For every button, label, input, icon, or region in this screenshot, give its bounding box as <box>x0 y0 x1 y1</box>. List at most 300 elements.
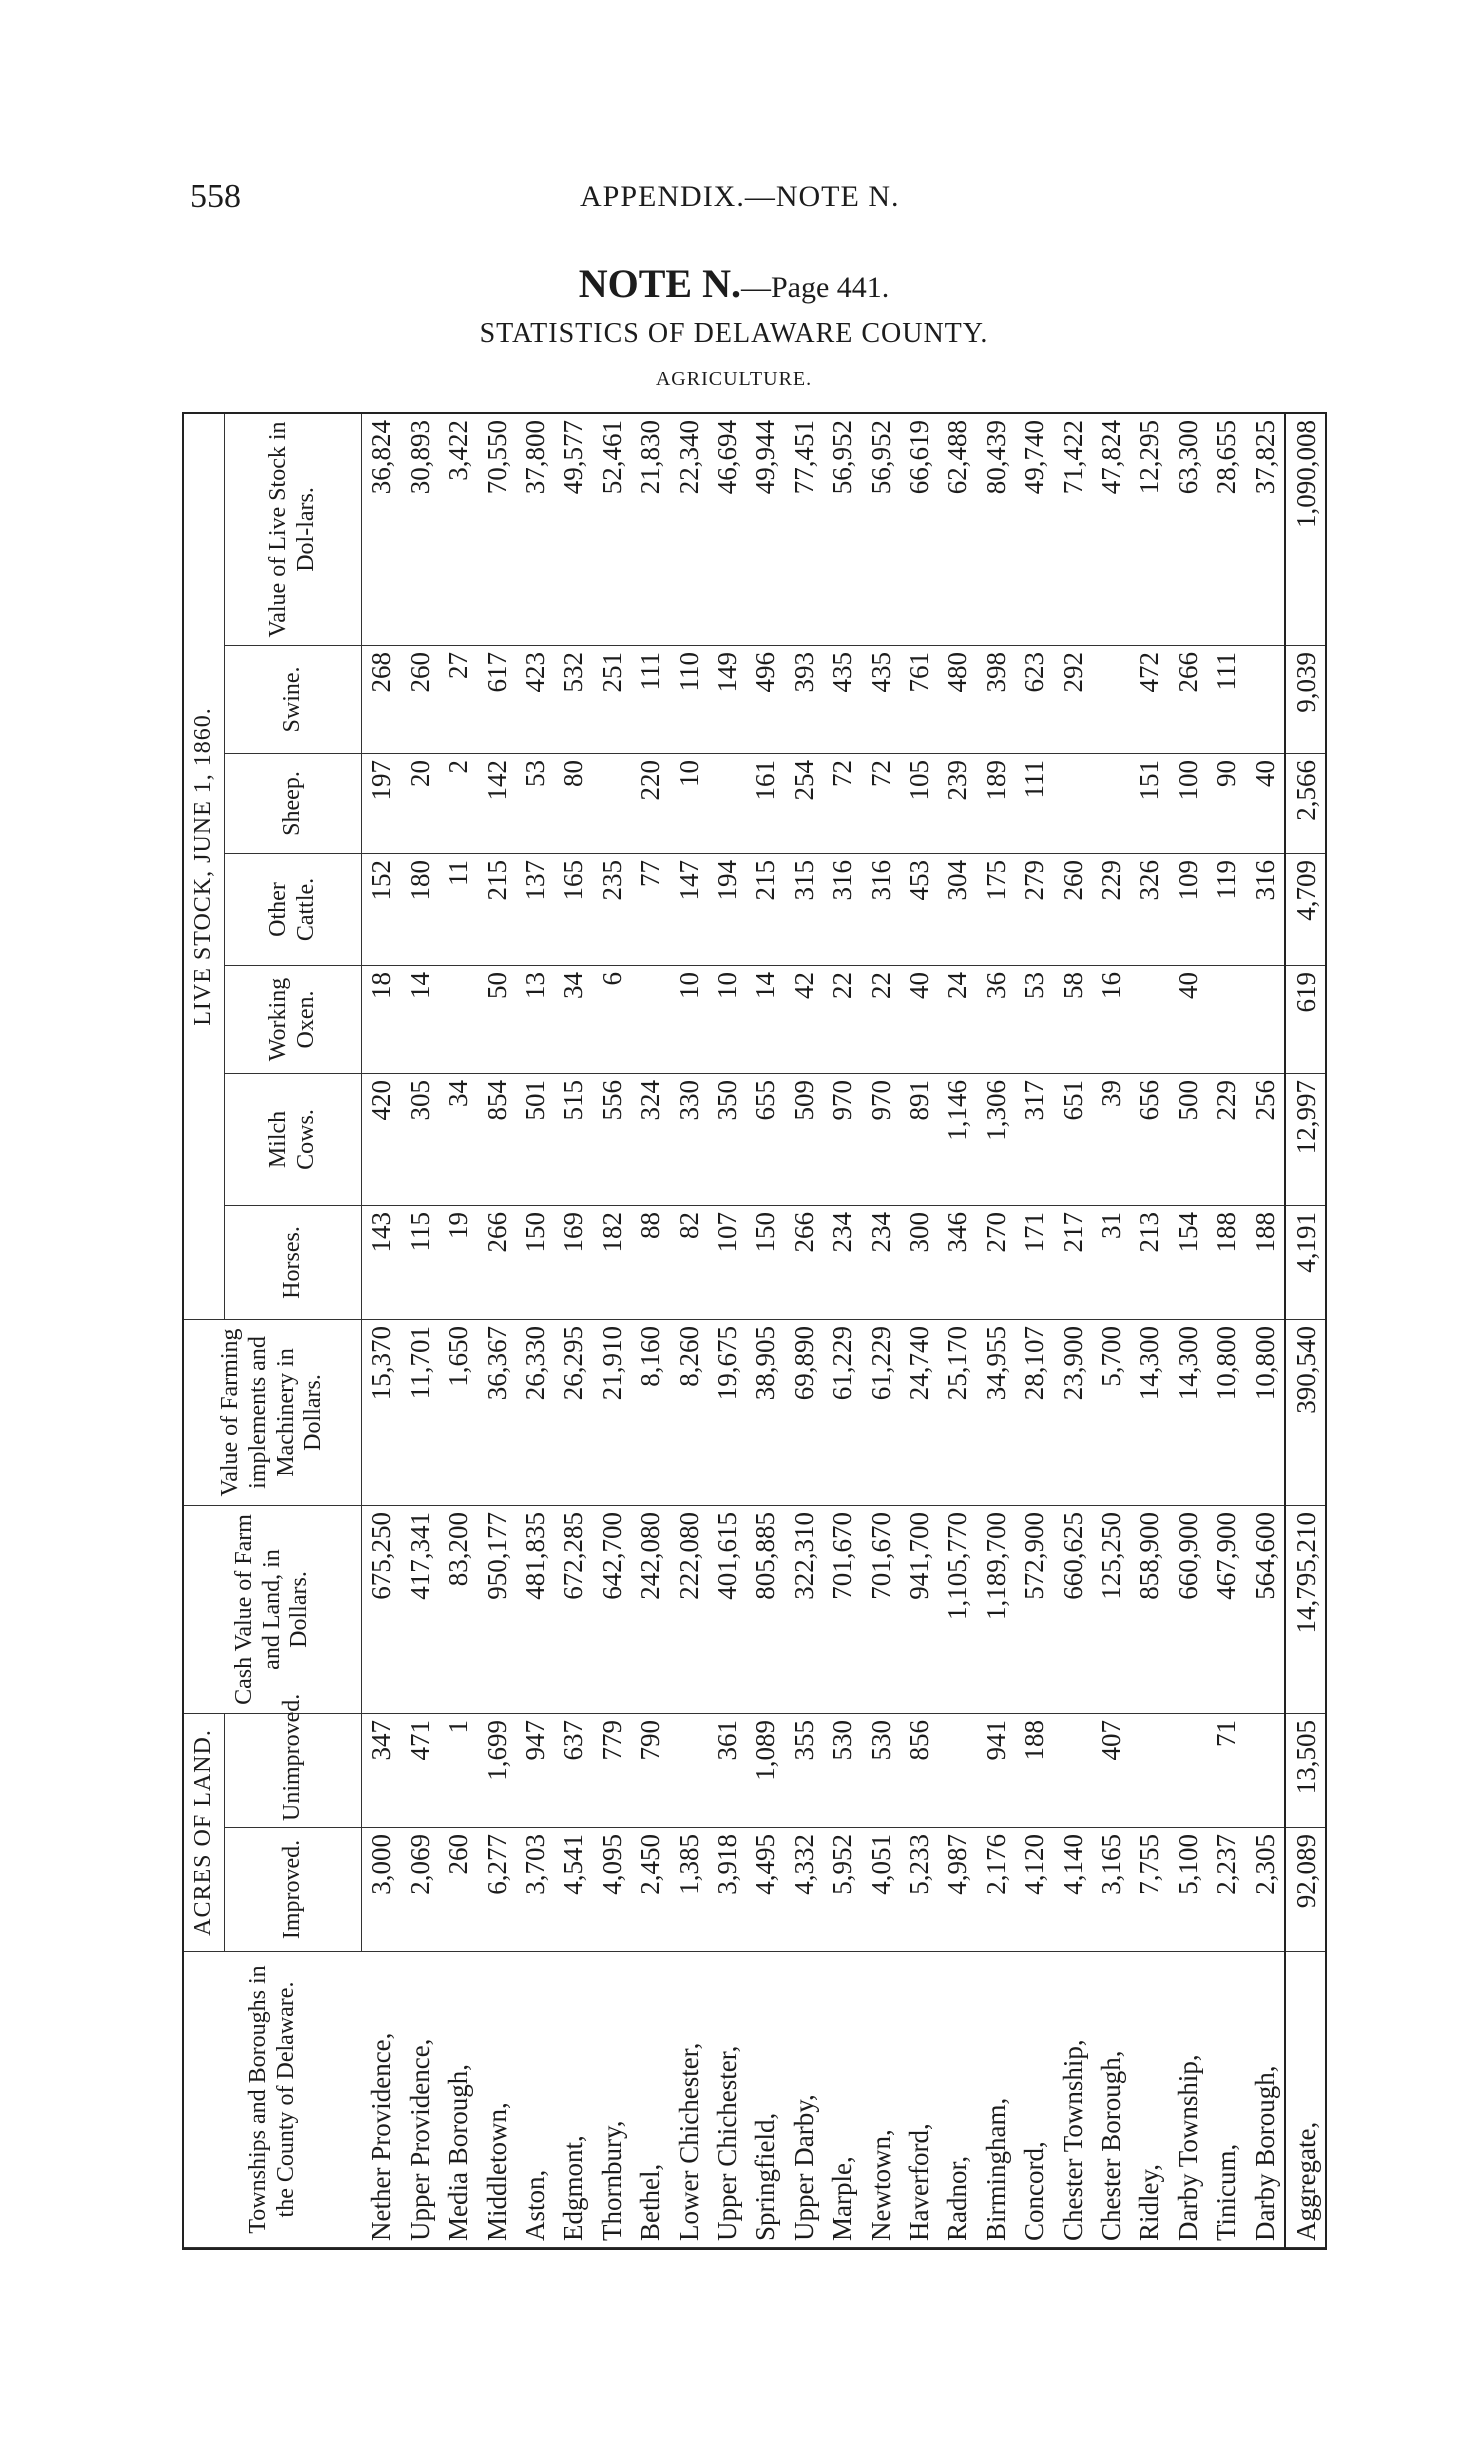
table-cell: 2 <box>439 753 477 853</box>
table-cell: 304 <box>938 853 976 965</box>
table-cell: 23,900 <box>1053 1319 1091 1505</box>
table-cell: 5,100 <box>1169 1828 1207 1952</box>
table-cell: 330 <box>669 1073 707 1205</box>
township-name: Aston, <box>516 1952 554 2248</box>
table-cell: 6,277 <box>477 1828 515 1952</box>
table-cell: 38,905 <box>746 1319 784 1505</box>
table-cell: 3,422 <box>439 413 477 645</box>
table-cell: 970 <box>861 1073 899 1205</box>
table-cell: 322,310 <box>785 1505 823 1713</box>
table-cell: 2,237 <box>1207 1828 1245 1952</box>
table-cell: 188 <box>1207 1205 1245 1319</box>
table-cell: 1,189,700 <box>977 1505 1015 1713</box>
statistics-title: STATISTICS OF DELAWARE COUNTY. <box>479 318 989 349</box>
table-cell: 4,051 <box>861 1828 899 1952</box>
table-cell: 72 <box>861 753 899 853</box>
note-title <box>0 260 1468 307</box>
table-cell: 1,306 <box>977 1073 1015 1205</box>
table-cell: 292 <box>1053 645 1091 753</box>
table-cell: 40 <box>1245 753 1285 853</box>
table-cell: 467,900 <box>1207 1505 1245 1713</box>
table-cell: 260 <box>439 1828 477 1952</box>
table-cell: 30,893 <box>401 413 439 645</box>
table-cell: 109 <box>1169 853 1207 965</box>
table-cell: 21,830 <box>631 413 669 645</box>
table-cell: 941 <box>977 1713 1015 1827</box>
table-cell: 37,800 <box>516 413 554 645</box>
table-cell: 53 <box>516 753 554 853</box>
table-cell: 215 <box>746 853 784 965</box>
table-cell: 305 <box>401 1073 439 1205</box>
col-header-unimproved: Unimproved. <box>225 1713 362 1827</box>
table-cell: 1,385 <box>669 1828 707 1952</box>
table-cell: 417,341 <box>401 1505 439 1713</box>
table-cell: 423 <box>516 645 554 753</box>
table-cell: 655 <box>746 1073 784 1205</box>
table-cell: 107 <box>708 1205 746 1319</box>
table-cell: 1,650 <box>439 1319 477 1505</box>
running-head: APPENDIX.—NOTE N. <box>580 180 900 213</box>
table-cell: 564,600 <box>1245 1505 1285 1713</box>
table-cell: 66,619 <box>900 413 938 645</box>
table-cell: 70,550 <box>477 413 515 645</box>
table-cell: 398 <box>977 645 1015 753</box>
table-cell: 2,566 <box>1285 753 1325 853</box>
table-row <box>1092 413 1130 2247</box>
table-cell: 619 <box>1285 965 1325 1073</box>
table-cell: 4,332 <box>785 1828 823 1952</box>
table-cell: 19 <box>439 1205 477 1319</box>
table-cell: 115 <box>401 1205 439 1319</box>
table-cell: 617 <box>477 645 515 753</box>
table-row <box>1207 413 1245 2247</box>
table-cell: 761 <box>900 645 938 753</box>
table-cell: 229 <box>1207 1073 1245 1205</box>
rotated-table-container <box>184 414 1325 2248</box>
table-cell: 111 <box>1015 753 1053 853</box>
table-cell: 2,069 <box>401 1828 439 1952</box>
livestock-group-header: LIVE STOCK, JUNE 1, 1860. <box>184 413 225 1319</box>
table-cell: 175 <box>977 853 1015 965</box>
table-cell <box>439 965 477 1073</box>
table-cell: 509 <box>785 1073 823 1205</box>
table-cell: 42 <box>785 965 823 1073</box>
table-cell: 58 <box>1053 965 1091 1073</box>
aggregate-label: Aggregate, <box>1285 1952 1325 2248</box>
table-row <box>708 413 746 2247</box>
table-cell: 651 <box>1053 1073 1091 1205</box>
table-cell: 1,146 <box>938 1073 976 1205</box>
township-header: Townships and Boroughs in the County of Delaware. <box>184 1952 362 2248</box>
township-name: Middletown, <box>477 1952 515 2248</box>
table-cell: 891 <box>900 1073 938 1205</box>
table-cell: 854 <box>477 1073 515 1205</box>
table-cell: 197 <box>362 753 401 853</box>
page-number: 558 <box>190 178 241 215</box>
table-cell: 222,080 <box>669 1505 707 1713</box>
table-cell: 161 <box>746 753 784 853</box>
table-cell: 8,260 <box>669 1319 707 1505</box>
table-cell: 7,755 <box>1130 1828 1168 1952</box>
table-cell: 125,250 <box>1092 1505 1130 1713</box>
table-cell <box>1245 645 1285 753</box>
township-name: Darby Borough, <box>1245 1952 1285 2248</box>
table-row <box>746 413 784 2247</box>
table-row <box>1015 413 1053 2247</box>
table-cell: 142 <box>477 753 515 853</box>
table-cell: 435 <box>861 645 899 753</box>
table-cell: 150 <box>746 1205 784 1319</box>
table-cell: 4,987 <box>938 1828 976 1952</box>
table-cell: 154 <box>1169 1205 1207 1319</box>
table-cell: 4,120 <box>1015 1828 1053 1952</box>
table-cell: 950,177 <box>477 1505 515 1713</box>
table-cell: 3,000 <box>362 1828 401 1952</box>
table-cell: 642,700 <box>593 1505 631 1713</box>
table-cell: 530 <box>861 1713 899 1827</box>
table-cell: 10 <box>708 965 746 1073</box>
table-cell: 12,295 <box>1130 413 1168 645</box>
table-cell: 672,285 <box>554 1505 592 1713</box>
table-cell: 71 <box>1207 1713 1245 1827</box>
table-cell: 239 <box>938 753 976 853</box>
table-cell: 14,300 <box>1169 1319 1207 1505</box>
table-cell: 19,675 <box>708 1319 746 1505</box>
table-cell: 361 <box>708 1713 746 1827</box>
table-cell: 14 <box>746 965 784 1073</box>
table-cell: 34 <box>439 1073 477 1205</box>
table-cell: 1 <box>439 1713 477 1827</box>
table-cell: 390,540 <box>1285 1319 1325 1505</box>
table-cell: 40 <box>1169 965 1207 1073</box>
table-cell: 28,655 <box>1207 413 1245 645</box>
table-cell: 53 <box>1015 965 1053 1073</box>
col-header-milch-cows: Milch Cows. <box>225 1073 362 1205</box>
table-cell: 14,795,210 <box>1285 1505 1325 1713</box>
table-cell: 37,825 <box>1245 413 1285 645</box>
table-cell: 49,577 <box>554 413 592 645</box>
col-header-swine: Swine. <box>225 645 362 753</box>
table-cell: 701,670 <box>861 1505 899 1713</box>
township-name: Chester Township, <box>1053 1952 1091 2248</box>
table-cell: 217 <box>1053 1205 1091 1319</box>
table-cell <box>631 965 669 1073</box>
table-cell: 2,450 <box>631 1828 669 1952</box>
table-cell: 656 <box>1130 1073 1168 1205</box>
table-cell: 472 <box>1130 645 1168 753</box>
table-cell: 14 <box>401 965 439 1073</box>
table-cell: 13,505 <box>1285 1713 1325 1827</box>
table-cell: 40 <box>900 965 938 1073</box>
table-cell: 83,200 <box>439 1505 477 1713</box>
table-cell: 637 <box>554 1713 592 1827</box>
table-cell: 189 <box>977 753 1015 853</box>
table-cell <box>669 1713 707 1827</box>
table-cell: 270 <box>977 1205 1015 1319</box>
table-cell: 62,488 <box>938 413 976 645</box>
table-cell: 401,615 <box>708 1505 746 1713</box>
table-cell <box>593 753 631 853</box>
table-cell <box>1092 753 1130 853</box>
table-cell: 169 <box>554 1205 592 1319</box>
table-cell: 4,541 <box>554 1828 592 1952</box>
table-cell: 779 <box>593 1713 631 1827</box>
table-cell: 1,089 <box>746 1713 784 1827</box>
table-row <box>938 413 976 2247</box>
table-cell: 92,089 <box>1285 1828 1325 1952</box>
table-cell <box>1053 1713 1091 1827</box>
statistics-table <box>184 413 1325 2248</box>
table-cell: 947 <box>516 1713 554 1827</box>
table-row <box>785 413 823 2247</box>
table-cell: 3,165 <box>1092 1828 1130 1952</box>
table-cell: 61,229 <box>861 1319 899 1505</box>
table-cell: 556 <box>593 1073 631 1205</box>
table-cell: 171 <box>1015 1205 1053 1319</box>
township-name: Concord, <box>1015 1952 1053 2248</box>
table-cell: 5,700 <box>1092 1319 1130 1505</box>
agriculture-table <box>182 412 1327 2250</box>
note-title-text: NOTE N. <box>578 261 741 306</box>
table-cell: 500 <box>1169 1073 1207 1205</box>
table-cell: 21,910 <box>593 1319 631 1505</box>
table-cell: 24 <box>938 965 976 1073</box>
table-cell: 18 <box>362 965 401 1073</box>
township-name: Radnor, <box>938 1952 976 2248</box>
table-cell: 4,709 <box>1285 853 1325 965</box>
table-cell: 90 <box>1207 753 1245 853</box>
table-cell: 3,918 <box>708 1828 746 1952</box>
table-row <box>554 413 592 2247</box>
table-cell <box>1092 645 1130 753</box>
table-cell: 215 <box>477 853 515 965</box>
table-cell: 471 <box>401 1713 439 1827</box>
table-cell: 496 <box>746 645 784 753</box>
table-cell: 355 <box>785 1713 823 1827</box>
table-cell: 9,039 <box>1285 645 1325 753</box>
table-cell: 11 <box>439 853 477 965</box>
table-cell: 268 <box>362 645 401 753</box>
table-cell: 149 <box>708 645 746 753</box>
table-cell: 317 <box>1015 1073 1053 1205</box>
table-cell: 27 <box>439 645 477 753</box>
table-cell: 10 <box>669 753 707 853</box>
table-cell: 5,952 <box>823 1828 861 1952</box>
table-row <box>631 413 669 2247</box>
table-row <box>1245 413 1285 2247</box>
table-cell <box>1245 1713 1285 1827</box>
table-row <box>977 413 1015 2247</box>
table-row <box>593 413 631 2247</box>
table-cell: 180 <box>401 853 439 965</box>
township-name: Upper Darby, <box>785 1952 823 2248</box>
table-cell: 105 <box>900 753 938 853</box>
table-cell: 26,295 <box>554 1319 592 1505</box>
table-cell: 260 <box>401 645 439 753</box>
table-cell: 234 <box>861 1205 899 1319</box>
township-name: Haverford, <box>900 1952 938 2248</box>
table-cell: 25,170 <box>938 1319 976 1505</box>
table-cell: 1,699 <box>477 1713 515 1827</box>
table-row <box>439 413 477 2247</box>
township-name: Bethel, <box>631 1952 669 2248</box>
table-cell: 47,824 <box>1092 413 1130 645</box>
township-name: Thornbury, <box>593 1952 631 2248</box>
table-cell: 251 <box>593 645 631 753</box>
table-cell: 52,461 <box>593 413 631 645</box>
table-cell: 49,944 <box>746 413 784 645</box>
table-cell: 39 <box>1092 1073 1130 1205</box>
table-cell: 235 <box>593 853 631 965</box>
table-cell: 22 <box>861 965 899 1073</box>
table-cell: 188 <box>1245 1205 1285 1319</box>
table-cell: 5,233 <box>900 1828 938 1952</box>
table-cell: 300 <box>900 1205 938 1319</box>
table-body <box>362 413 1326 2247</box>
table-cell: 182 <box>593 1205 631 1319</box>
table-cell: 151 <box>1130 753 1168 853</box>
table-cell: 266 <box>785 1205 823 1319</box>
township-name: Media Borough, <box>439 1952 477 2248</box>
table-cell: 80,439 <box>977 413 1015 645</box>
table-row <box>1130 413 1168 2247</box>
table-cell: 143 <box>362 1205 401 1319</box>
table-cell: 675,250 <box>362 1505 401 1713</box>
table-row <box>477 413 515 2247</box>
table-cell: 481,835 <box>516 1505 554 1713</box>
table-cell: 152 <box>362 853 401 965</box>
table-cell: 420 <box>362 1073 401 1205</box>
township-name: Springfield, <box>746 1952 784 2248</box>
table-cell: 14,300 <box>1130 1319 1168 1505</box>
table-cell: 88 <box>631 1205 669 1319</box>
table-cell: 13 <box>516 965 554 1073</box>
table-cell: 790 <box>631 1713 669 1827</box>
table-cell: 2,305 <box>1245 1828 1285 1952</box>
table-cell <box>1169 1713 1207 1827</box>
table-cell: 72 <box>823 753 861 853</box>
table-cell: 480 <box>938 645 976 753</box>
table-cell: 49,740 <box>1015 413 1053 645</box>
table-cell: 56,952 <box>861 413 899 645</box>
table-cell: 4,140 <box>1053 1828 1091 1952</box>
col-header-sheep: Sheep. <box>225 753 362 853</box>
table-cell: 34 <box>554 965 592 1073</box>
acres-group-header: ACRES OF LAND. <box>184 1713 225 1951</box>
table-cell: 279 <box>1015 853 1053 965</box>
table-cell: 805,885 <box>746 1505 784 1713</box>
table-cell: 46,694 <box>708 413 746 645</box>
township-name: Lower Chichester, <box>669 1952 707 2248</box>
table-cell: 69,890 <box>785 1319 823 1505</box>
table-cell: 346 <box>938 1205 976 1319</box>
table-cell: 4,495 <box>746 1828 784 1952</box>
note-page-ref: —Page 441. <box>740 271 890 304</box>
table-cell: 188 <box>1015 1713 1053 1827</box>
table-cell: 34,955 <box>977 1319 1015 1505</box>
table-cell: 28,107 <box>1015 1319 1053 1505</box>
table-cell: 22 <box>823 965 861 1073</box>
table-cell: 941,700 <box>900 1505 938 1713</box>
table-cell: 147 <box>669 853 707 965</box>
table-row <box>900 413 938 2247</box>
table-row <box>1053 413 1091 2247</box>
table-cell: 970 <box>823 1073 861 1205</box>
col-header-horses: Horses. <box>225 1205 362 1319</box>
table-cell: 435 <box>823 645 861 753</box>
table-cell: 347 <box>362 1713 401 1827</box>
table-cell: 22,340 <box>669 413 707 645</box>
col-header-improved: Improved. <box>225 1828 362 1952</box>
table-cell: 660,625 <box>1053 1505 1091 1713</box>
table-cell: 20 <box>401 753 439 853</box>
table-cell: 36,367 <box>477 1319 515 1505</box>
table-cell: 858,900 <box>1130 1505 1168 1713</box>
table-cell: 316 <box>1245 853 1285 965</box>
table-cell: 4,095 <box>593 1828 631 1952</box>
table-cell: 260 <box>1053 853 1091 965</box>
col-header-other-cattle: Other Cattle. <box>225 853 362 965</box>
table-cell <box>1130 1713 1168 1827</box>
table-cell: 111 <box>1207 645 1245 753</box>
table-cell: 137 <box>516 853 554 965</box>
table-cell: 36 <box>977 965 1015 1073</box>
aggregate-row <box>1285 413 1325 2247</box>
table-cell: 10 <box>669 965 707 1073</box>
table-cell: 50 <box>477 965 515 1073</box>
table-cell: 150 <box>516 1205 554 1319</box>
table-cell: 229 <box>1092 853 1130 965</box>
section-heading: AGRICULTURE. <box>655 368 813 390</box>
table-row <box>362 413 401 2247</box>
township-name: Birmingham, <box>977 1952 1015 2248</box>
table-cell: 80 <box>554 753 592 853</box>
table-cell: 119 <box>1207 853 1245 965</box>
table-cell: 10,800 <box>1207 1319 1245 1505</box>
township-name: Tinicum, <box>1207 1952 1245 2248</box>
table-cell: 530 <box>823 1713 861 1827</box>
table-cell: 61,229 <box>823 1319 861 1505</box>
table-cell: 56,952 <box>823 413 861 645</box>
table-cell: 453 <box>900 853 938 965</box>
township-name: Nether Providence, <box>362 1952 401 2248</box>
township-name: Ridley, <box>1130 1952 1168 2248</box>
table-cell: 82 <box>669 1205 707 1319</box>
table-cell: 660,900 <box>1169 1505 1207 1713</box>
table-cell: 515 <box>554 1073 592 1205</box>
table-cell: 110 <box>669 645 707 753</box>
col-header-cash-value: Cash Value of Farm and Land, in Dollars. <box>184 1505 362 1713</box>
table-cell <box>1053 753 1091 853</box>
col-header-livestock-value: Value of Live Stock in Dol-lars. <box>225 413 362 645</box>
table-cell: 856 <box>900 1713 938 1827</box>
township-name: Newtown, <box>861 1952 899 2248</box>
table-cell: 194 <box>708 853 746 965</box>
table-cell: 1,090,008 <box>1285 413 1325 645</box>
table-cell: 213 <box>1130 1205 1168 1319</box>
table-cell: 10,800 <box>1245 1319 1285 1505</box>
township-name: Darby Township, <box>1169 1952 1207 2248</box>
table-cell: 393 <box>785 645 823 753</box>
table-cell: 316 <box>823 853 861 965</box>
table-cell: 256 <box>1245 1073 1285 1205</box>
table-cell: 315 <box>785 853 823 965</box>
table-cell: 234 <box>823 1205 861 1319</box>
table-cell <box>1245 965 1285 1073</box>
table-cell: 31 <box>1092 1205 1130 1319</box>
table-cell: 220 <box>631 753 669 853</box>
table-cell: 24,740 <box>900 1319 938 1505</box>
